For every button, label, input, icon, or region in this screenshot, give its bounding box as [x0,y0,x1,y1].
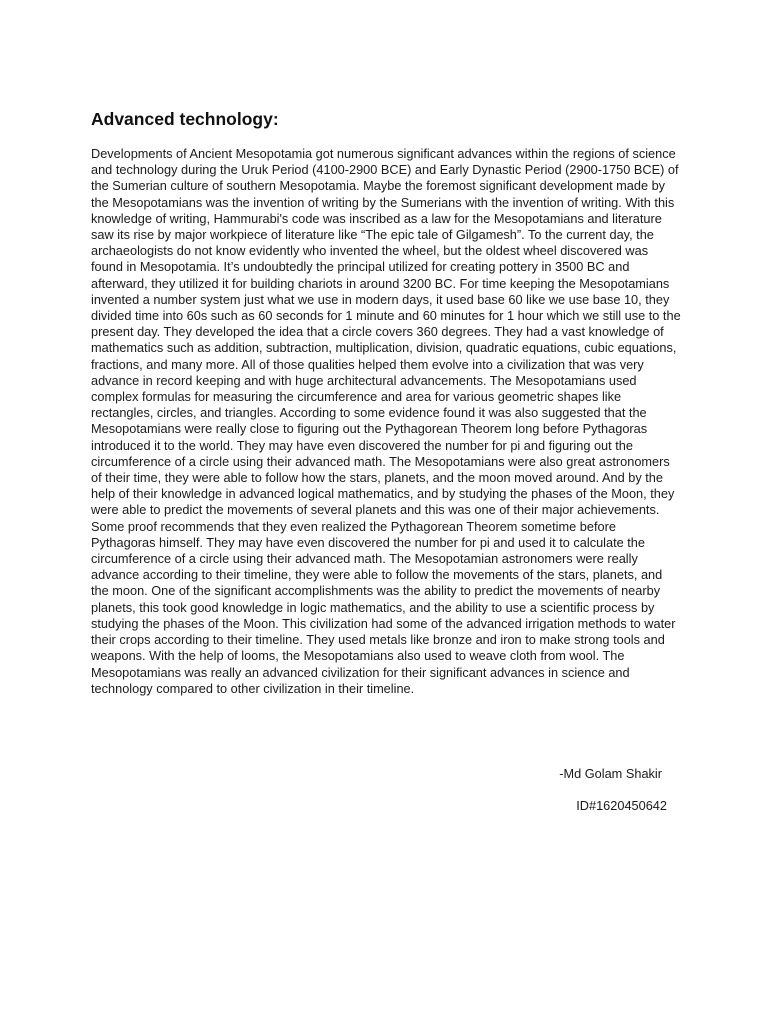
author-signature: -Md Golam Shakir [559,766,662,781]
section-heading: Advanced technology: [91,109,279,129]
student-id: ID#1620450642 [576,798,667,813]
body-paragraph: Developments of Ancient Mesopotamia got numerous significant advances within the regions of science and technology during the Uruk Period (4100-2900 BCE) and Early Dynastic Period (2900-1750 BCE) of the Sumerian culture of southern Mesopotamia. Maybe the foremost significant development made by the Mesopotamians was the invention of writing by the Sumerians with the invention of writing. With this knowledge of writing, Hammurabi's code was inscribed as a law for the Mesopotamians and literature saw its rise by major workpiece of literature like “The epic tale of Gilgamesh”. To the current day, the archaeologists do not know evidently who invented the wheel, but the oldest wheel discovered was found in Mesopotamia. It’s undoubtedly the principal utilized for creating pottery in 3500 BC and afterward, they utilized it for building chariots in around 3200 BC. For time keeping the Mesopotamians invented a number system just what we use in modern days, it used base 60 like we use base 10, they divided time into 60s such as 60 seconds for 1 minute and 60 minutes for 1 hour which we still use to the present day. They developed the idea that a circle covers 360 degrees. They had a vast knowledge of mathematics such as addition, subtraction, multiplication, division, quadratic equations, cubic equations, fractions, and many more. All of those qualities helped them evolve into a civilization that was very advance in record keeping and with huge architectural advancements. The Mesopotamians used complex formulas for measuring the circumference and area for various geometric shapes like rectangles, circles, and triangles. According to some evidence found it was also suggested that the Mesopotamians were really close to figuring out the Pythagorean Theorem long before Pythagoras introduced it to the world. They may have even discovered the number for pi and figuring out the circumference of a circle using their advanced math. The Mesopotamians were also great astronomers of their time, they were able to follow how the stars, planets, and the moon moved around. And by the help of their knowledge in advanced logical mathematics, and by studying the phases of the Moon, they were able to predict the movements of several planets and this was one of their major achievements. Some proof recommends that they even realized the Pythagorean Theorem sometime before Pythagoras himself. They may have even discovered the number for pi and used it to calculate the circumference of a circle using their advanced math. The Mesopotamian astronomers were really advance according to their timeline, they were able to follow the movements of the stars, planets, and the moon. One of the significant accomplishments was the ability to predict the movements of nearby planets, this took good knowledge in logic mathematics, and the ability to use a scientific process by studying the phases of the Moon. This civilization had some of the advanced irrigation methods to water their crops according to their timeline. They used metals like bronze and iron to make strong tools and weapons. With the help of looms, the Mesopotamians also used to weave cloth from wool. The Mesopotamians was really an advanced civilization for their significant advances in science and technology compared to other civilization in their timeline. [91,146,681,696]
